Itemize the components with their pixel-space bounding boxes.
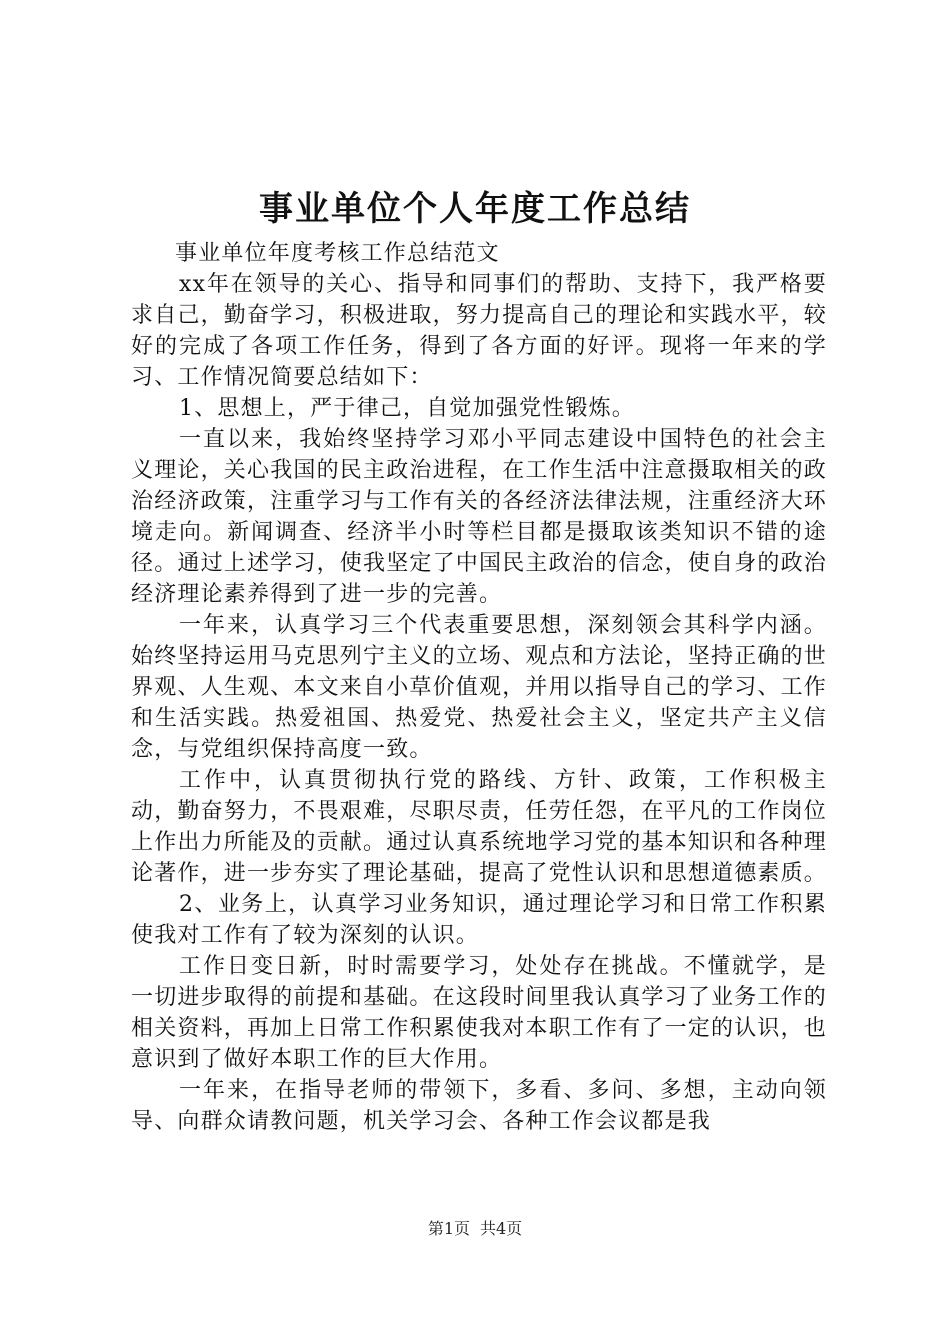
paragraph-learning: 工作日变日新，时时需要学习，处处存在挑战。不懂就学，是一切进步取得的前提和基础。在这段时间里我认真学习了业务工作的相关资料，再加上日常工作积累使我对本职工作有了一定的认识，也意识到了做好本职工作的巨大作用。 (131, 954, 828, 1072)
paragraph-three-represents: 一年来，认真学习三个代表重要思想，深刻领会其科学内涵。始终坚持运用马克思列宁主义的立场、观点和方法论，坚持正确的世界观、人生观、本文来自小草价值观，并用以指导自己的学习、工作和生活实践。热爱祖国、热爱党、热爱社会主义，坚定共产主义信念，与党组织保持高度一致。 (131, 613, 828, 762)
document-title: 事业单位个人年度工作总结 (259, 189, 691, 229)
page-number: 第1页 (427, 1219, 470, 1238)
paragraph-work-attitude: 工作中，认真贯彻执行党的路线、方针、政策，工作积极主动，勤奋努力，不畏艰难，尽职尽责，任劳任怨，在平凡的工作岗位上作出力所能及的贡献。通过认真系统地学习党的基本知识和各种理论著作，进一步夯实了理论基础，提高了党性认识和思想道德素质。 (131, 768, 828, 886)
document-subtitle: 事业单位年度考核工作总结范文 (175, 241, 500, 266)
paragraph-guidance: 一年来，在指导老师的带领下，多看、多问、多想，主动向领导、向群众请教问题，机关学习会、各种工作会议都是我 (131, 1078, 827, 1134)
section-heading-business: 2、业务上，认真学习业务知识，通过理论学习和日常工作积累使我对工作有了较为深刻的认识。 (131, 892, 827, 948)
page-footer (0, 1218, 950, 1240)
paragraph-intro: xx年在领导的关心、指导和同事们的帮助、支持下，我严格要求自己，勤奋学习，积极进取，努力提高自己的理论和实践水平，较好的完成了各项工作任务，得到了各方面的好评。现将一年来的学习、工作情况简要总结如下： (131, 272, 828, 390)
page-total: 共4页 (480, 1219, 523, 1238)
document-body (131, 238, 827, 1137)
paragraph-theory-study: 一直以来，我始终坚持学习邓小平同志建设中国特色的社会主义理论，关心我国的民主政治进程，在工作生活中注意摄取相关的政治经济政策，注重学习与工作有关的各经济法律法规，注重经济大环境走向。新闻调查、经济半小时等栏目都是摄取该类知识不错的途径。通过上述学习，使我坚定了中国民主政治的信念，使自身的政治经济理论素养得到了进一步的完善。 (131, 427, 828, 607)
section-heading-ideology: 1、思想上，严于律己，自觉加强党性锻炼。 (179, 396, 635, 421)
